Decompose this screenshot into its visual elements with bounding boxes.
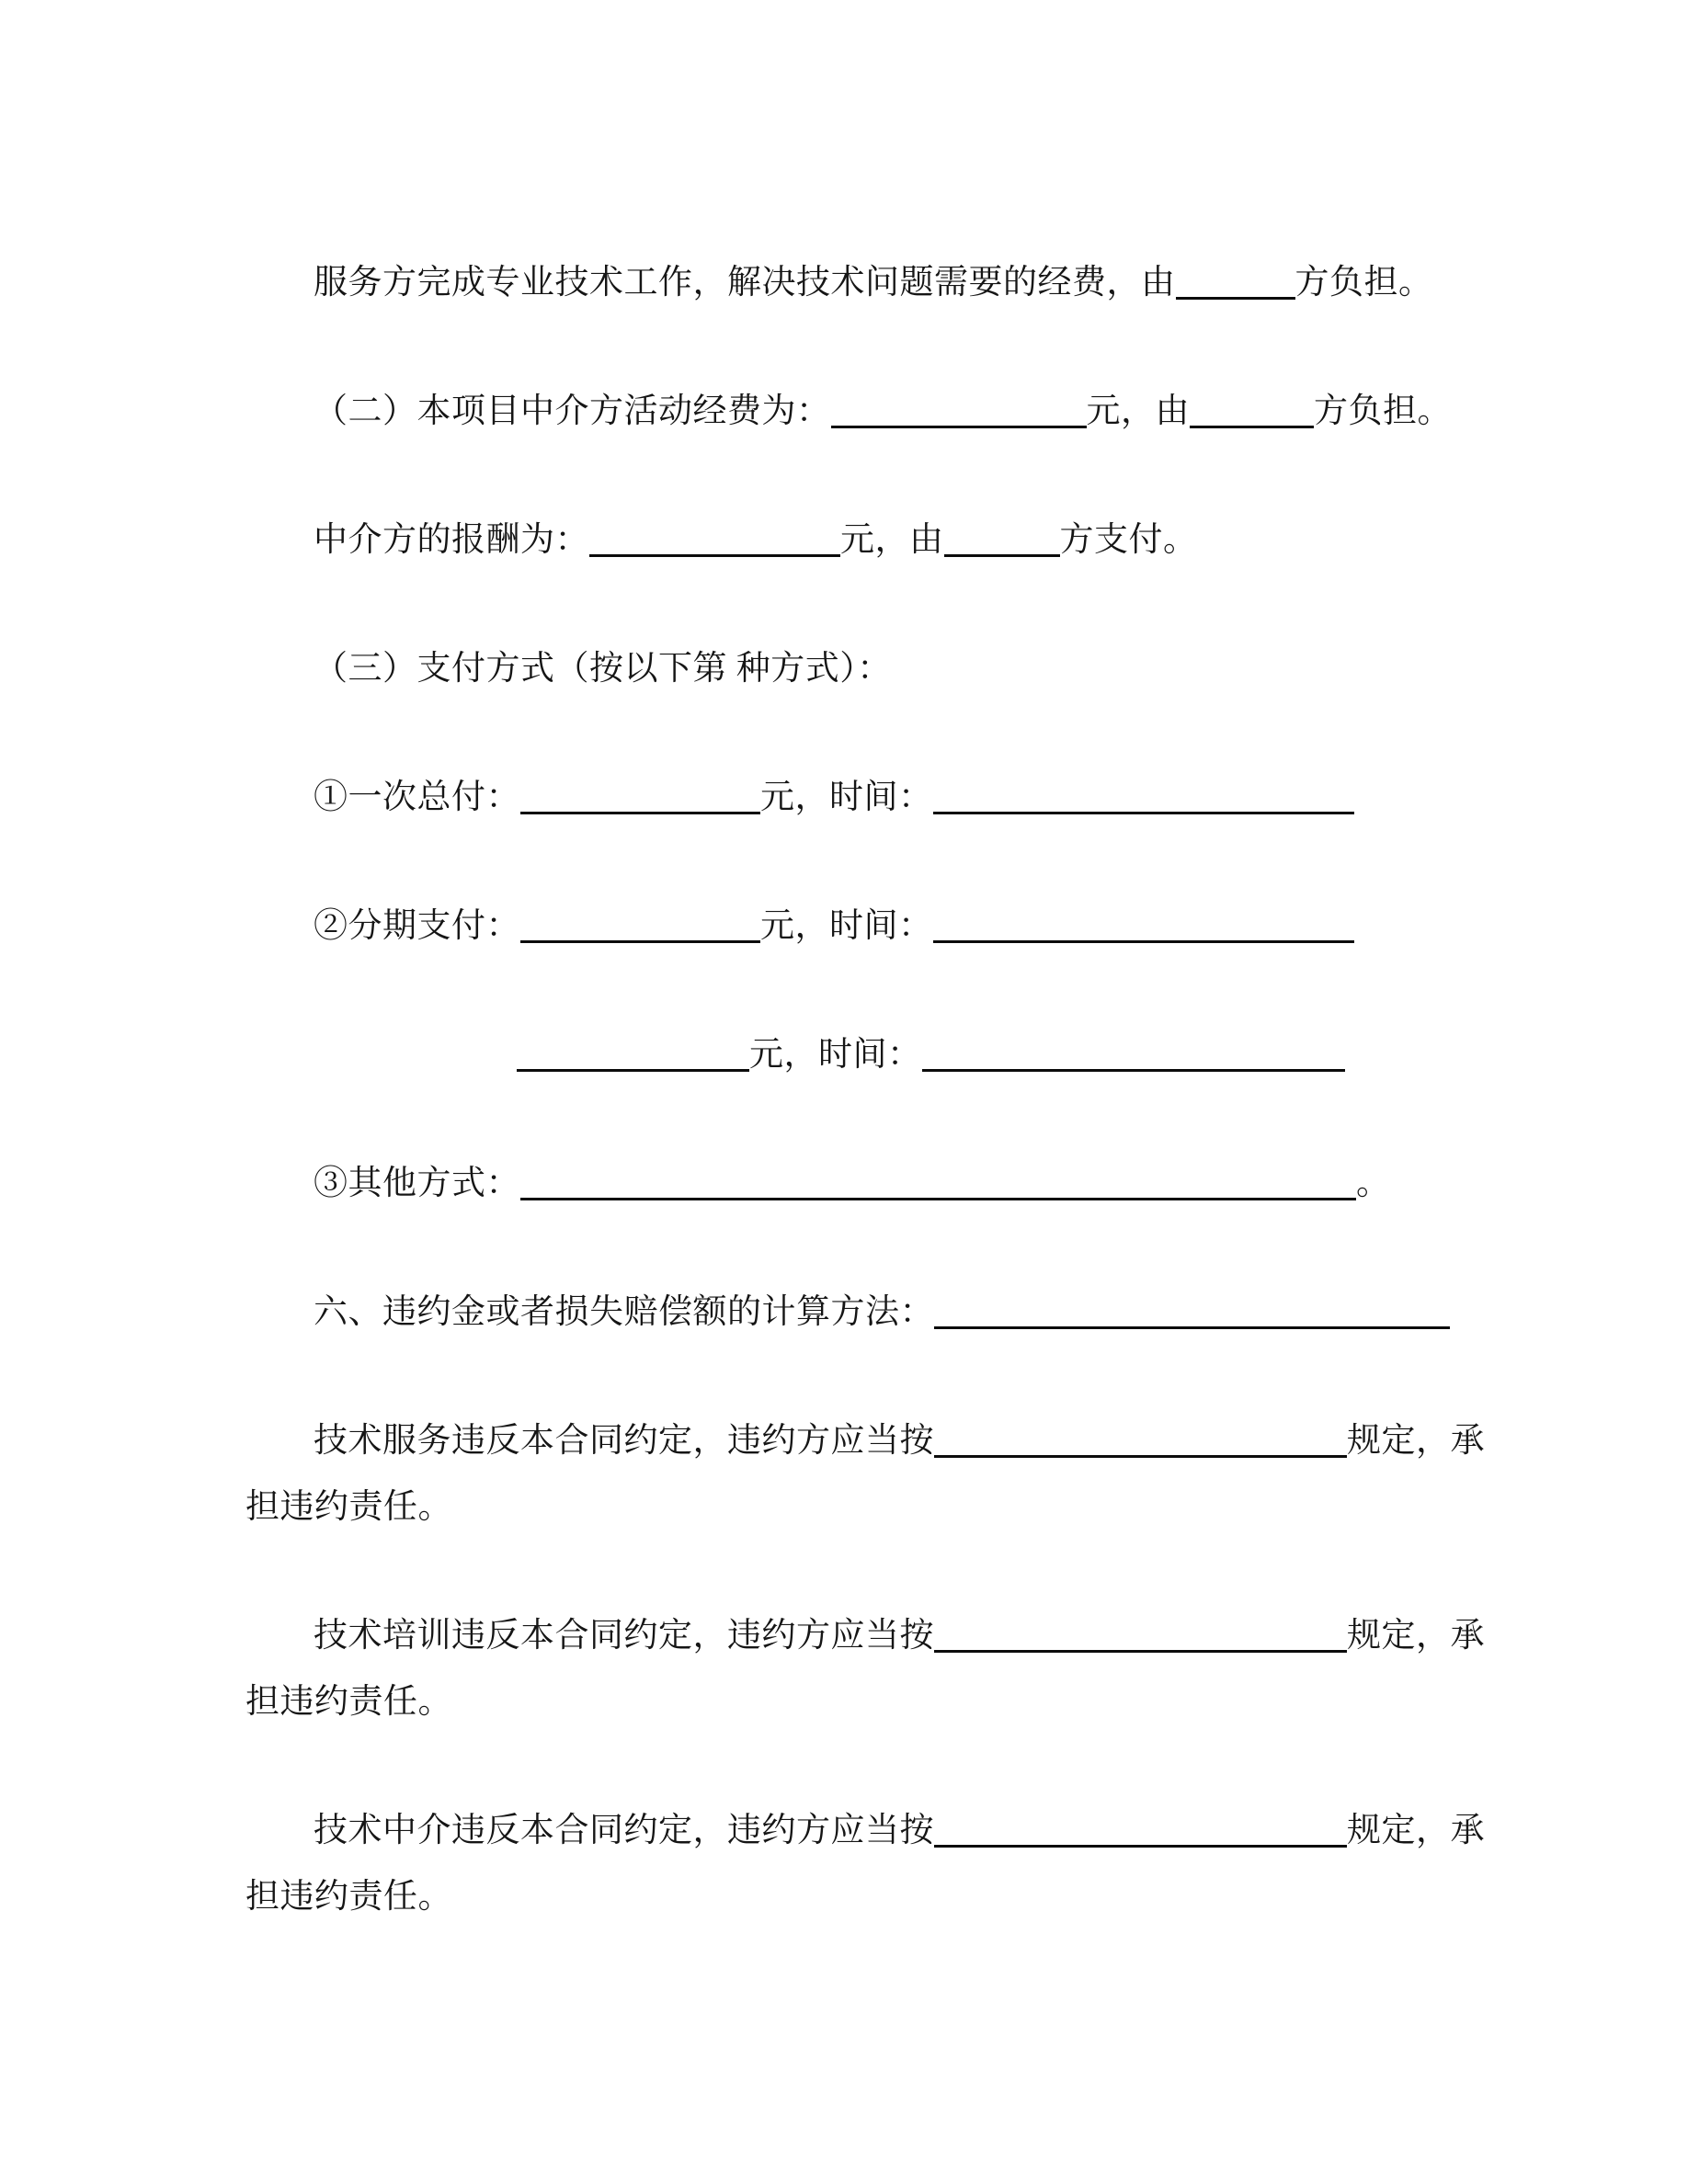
text-run: 担违约责任。 <box>245 1488 452 1526</box>
contract-line <box>245 1669 1471 1735</box>
contract-line <box>245 1603 1485 1669</box>
text-run: ①一次总付： <box>314 779 520 816</box>
text-run: 技术培训违反本合同约定，违约方应当按 <box>314 1617 934 1655</box>
text-run: 技术中介违反本合同约定，违约方应当按 <box>314 1812 934 1849</box>
contract-line <box>245 507 1471 574</box>
contract-line <box>245 379 1471 445</box>
contract-line <box>245 636 1471 702</box>
text-run: 规定，承 <box>1347 1617 1485 1655</box>
contract-line <box>245 1798 1485 1864</box>
blank-field[interactable] <box>831 420 1087 428</box>
contract-line <box>245 893 1471 960</box>
text-run: 六、违约金或者损失赔偿额的计算方法： <box>314 1293 934 1331</box>
document-body <box>245 250 1485 1930</box>
blank-field[interactable] <box>517 1064 749 1072</box>
blank-field[interactable] <box>934 1644 1347 1653</box>
text-run: 中介方的报酬为： <box>314 521 589 559</box>
blank-field[interactable] <box>1190 420 1314 428</box>
contract-line <box>245 765 1471 831</box>
text-run: 担违约责任。 <box>245 1878 452 1916</box>
blank-field[interactable] <box>520 806 760 814</box>
contract-line <box>245 1864 1471 1930</box>
blank-field[interactable] <box>944 549 1060 557</box>
contract-line <box>245 1280 1471 1346</box>
blank-field[interactable] <box>933 935 1354 943</box>
text-run: （二）本项目中介方活动经费为： <box>314 392 831 430</box>
text-run: 元，时间： <box>760 907 933 945</box>
text-run: ②分期支付： <box>314 907 520 945</box>
text-run: 方负担。 <box>1295 264 1433 301</box>
blank-field[interactable] <box>589 549 840 557</box>
blank-field[interactable] <box>934 1321 1450 1329</box>
blank-field[interactable] <box>933 806 1354 814</box>
text-run: 服务方完成专业技术工作，解决技术问题需要的经费，由 <box>314 264 1176 301</box>
text-run: 方支付。 <box>1059 521 1198 559</box>
contract-line <box>245 1022 1471 1088</box>
contract-line <box>245 1474 1471 1541</box>
text-run: （三）支付方式（按以下第 种方式）： <box>314 650 892 688</box>
blank-field[interactable] <box>1176 291 1295 300</box>
text-run: 规定，承 <box>1347 1812 1485 1849</box>
contract-line <box>245 1151 1471 1217</box>
text-run: 。 <box>1356 1165 1391 1202</box>
blank-field[interactable] <box>520 935 760 943</box>
text-run: 元，由 <box>840 521 944 559</box>
text-run: 技术服务违反本合同约定，违约方应当按 <box>314 1422 934 1460</box>
contract-line <box>245 1408 1485 1474</box>
blank-field[interactable] <box>922 1064 1345 1072</box>
text-run: 元，时间： <box>760 779 933 816</box>
contract-line <box>245 250 1471 316</box>
text-run: 元，由 <box>1086 392 1190 430</box>
text-run: 担违约责任。 <box>245 1683 452 1721</box>
text-run: 元，时间： <box>749 1036 922 1074</box>
text-run: ③其他方式： <box>314 1165 520 1202</box>
text-run: 规定，承 <box>1347 1422 1485 1460</box>
blank-field[interactable] <box>520 1192 1356 1200</box>
blank-field[interactable] <box>934 1450 1347 1458</box>
blank-field[interactable] <box>934 1839 1347 1848</box>
text-run: 方负担。 <box>1314 392 1452 430</box>
